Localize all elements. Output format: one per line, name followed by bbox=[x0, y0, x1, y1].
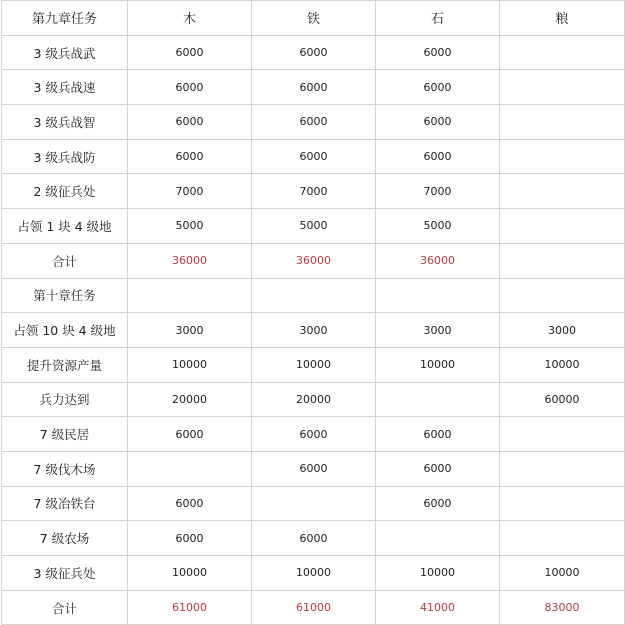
task-label: 3 级兵战速 bbox=[2, 70, 128, 105]
column-header-wood: 木 bbox=[128, 1, 252, 36]
table-row bbox=[2, 70, 625, 105]
stone-value: 10000 bbox=[376, 347, 500, 382]
total-stone: 36000 bbox=[376, 243, 500, 278]
stone-value: 6000 bbox=[376, 70, 500, 105]
iron-value: 10000 bbox=[252, 556, 376, 591]
chapter10-title: 第十章任务 bbox=[2, 278, 128, 313]
iron-value: 10000 bbox=[252, 347, 376, 382]
wood-value: 5000 bbox=[128, 209, 252, 244]
total-iron: 36000 bbox=[252, 243, 376, 278]
section-row bbox=[2, 278, 625, 313]
table-row bbox=[2, 521, 625, 556]
wood-value: 6000 bbox=[128, 521, 252, 556]
stone-value: 10000 bbox=[376, 556, 500, 591]
column-header-iron: 铁 bbox=[252, 1, 376, 36]
iron-value: 5000 bbox=[252, 209, 376, 244]
iron-value: 6000 bbox=[252, 417, 376, 452]
iron-value: 3000 bbox=[252, 313, 376, 348]
resource-table bbox=[1, 0, 625, 625]
wood-value: 6000 bbox=[128, 70, 252, 105]
stone-value bbox=[376, 382, 500, 417]
wood-value: 6000 bbox=[128, 139, 252, 174]
stone-value: 7000 bbox=[376, 174, 500, 209]
total-wood: 36000 bbox=[128, 243, 252, 278]
iron-value: 6000 bbox=[252, 451, 376, 486]
grain-value bbox=[500, 70, 625, 105]
table-row bbox=[2, 313, 625, 348]
iron-value: 6000 bbox=[252, 521, 376, 556]
grain-value bbox=[500, 451, 625, 486]
total-label: 合计 bbox=[2, 243, 128, 278]
table-row bbox=[2, 35, 625, 70]
task-label: 7 级冶铁台 bbox=[2, 486, 128, 521]
iron-value: 6000 bbox=[252, 70, 376, 105]
task-label: 占领 10 块 4 级地 bbox=[2, 313, 128, 348]
iron-value: 6000 bbox=[252, 139, 376, 174]
grain-value bbox=[500, 105, 625, 140]
wood-value: 3000 bbox=[128, 313, 252, 348]
wood-value: 6000 bbox=[128, 486, 252, 521]
grain-value bbox=[500, 35, 625, 70]
wood-value: 6000 bbox=[128, 105, 252, 140]
stone-value: 6000 bbox=[376, 139, 500, 174]
wood-value: 6000 bbox=[128, 35, 252, 70]
stone-value: 6000 bbox=[376, 105, 500, 140]
empty-cell bbox=[128, 278, 252, 313]
task-label: 占领 1 块 4 级地 bbox=[2, 209, 128, 244]
wood-value: 10000 bbox=[128, 347, 252, 382]
stone-value: 6000 bbox=[376, 451, 500, 486]
wood-value: 6000 bbox=[128, 417, 252, 452]
iron-value: 6000 bbox=[252, 105, 376, 140]
grain-value: 10000 bbox=[500, 556, 625, 591]
empty-cell bbox=[376, 278, 500, 313]
grain-value bbox=[500, 209, 625, 244]
empty-cell bbox=[252, 278, 376, 313]
stone-value: 6000 bbox=[376, 486, 500, 521]
table-row bbox=[2, 105, 625, 140]
total-grain bbox=[500, 243, 625, 278]
total-label: 合计 bbox=[2, 590, 128, 625]
total-wood: 61000 bbox=[128, 590, 252, 625]
stone-value: 6000 bbox=[376, 35, 500, 70]
table-row bbox=[2, 556, 625, 591]
task-label: 3 级兵战防 bbox=[2, 139, 128, 174]
grain-value: 60000 bbox=[500, 382, 625, 417]
grain-value bbox=[500, 174, 625, 209]
stone-value bbox=[376, 521, 500, 556]
grain-value bbox=[500, 139, 625, 174]
grain-value bbox=[500, 486, 625, 521]
total-grain: 83000 bbox=[500, 590, 625, 625]
column-header-grain: 粮 bbox=[500, 1, 625, 36]
table-row bbox=[2, 382, 625, 417]
table-row bbox=[2, 451, 625, 486]
wood-value: 7000 bbox=[128, 174, 252, 209]
task-label: 7 级民居 bbox=[2, 417, 128, 452]
wood-value: 20000 bbox=[128, 382, 252, 417]
table-row bbox=[2, 417, 625, 452]
total-stone: 41000 bbox=[376, 590, 500, 625]
column-header-stone: 石 bbox=[376, 1, 500, 36]
table-row bbox=[2, 486, 625, 521]
stone-value: 6000 bbox=[376, 417, 500, 452]
grain-value: 3000 bbox=[500, 313, 625, 348]
table-row bbox=[2, 209, 625, 244]
task-label: 3 级征兵处 bbox=[2, 556, 128, 591]
chapter9-title: 第九章任务 bbox=[2, 1, 128, 36]
iron-value: 20000 bbox=[252, 382, 376, 417]
grain-value bbox=[500, 417, 625, 452]
table-row bbox=[2, 174, 625, 209]
task-label: 兵力达到 bbox=[2, 382, 128, 417]
wood-value: 10000 bbox=[128, 556, 252, 591]
stone-value: 5000 bbox=[376, 209, 500, 244]
stone-value: 3000 bbox=[376, 313, 500, 348]
total-row bbox=[2, 243, 625, 278]
wood-value bbox=[128, 451, 252, 486]
task-label: 2 级征兵处 bbox=[2, 174, 128, 209]
task-label: 3 级兵战武 bbox=[2, 35, 128, 70]
iron-value: 6000 bbox=[252, 35, 376, 70]
grain-value: 10000 bbox=[500, 347, 625, 382]
table-row bbox=[2, 139, 625, 174]
empty-cell bbox=[500, 278, 625, 313]
total-iron: 61000 bbox=[252, 590, 376, 625]
task-label: 3 级兵战智 bbox=[2, 105, 128, 140]
task-label: 7 级农场 bbox=[2, 521, 128, 556]
iron-value: 7000 bbox=[252, 174, 376, 209]
total-row bbox=[2, 590, 625, 625]
task-label: 7 级伐木场 bbox=[2, 451, 128, 486]
task-label: 提升资源产量 bbox=[2, 347, 128, 382]
iron-value bbox=[252, 486, 376, 521]
header-row bbox=[2, 1, 625, 36]
table-row bbox=[2, 347, 625, 382]
grain-value bbox=[500, 521, 625, 556]
